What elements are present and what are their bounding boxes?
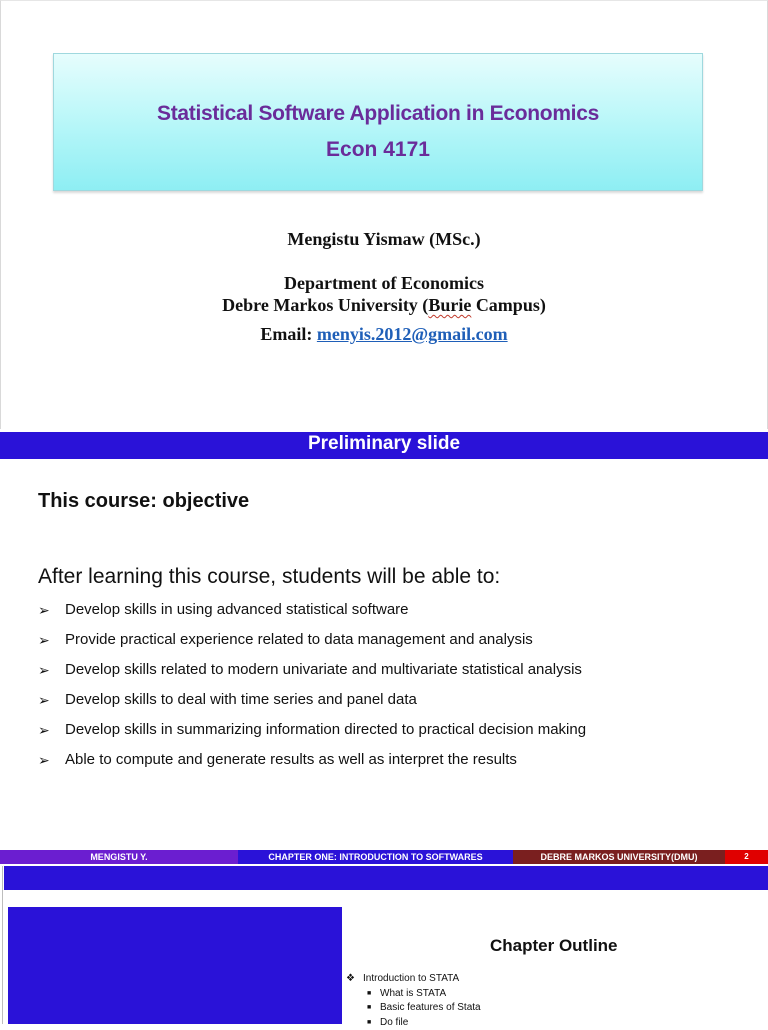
list-item-text: Develop skills to deal with time series and panel data <box>65 691 417 708</box>
arrow-bullet-icon: ➢ <box>38 752 50 768</box>
list-item-text: Develop skills in summarizing information directed to practical decision making <box>65 721 587 738</box>
outline-title: Chapter Outline <box>490 936 618 955</box>
university-suffix: Campus) <box>471 295 546 315</box>
decorative-panel <box>8 907 342 1024</box>
objective-heading: This course: objective <box>38 490 250 512</box>
lead-text: After learning this course, students will be able to: <box>38 565 501 588</box>
course-code: Econ 4171 <box>326 138 430 161</box>
email-label: Email: <box>260 324 317 344</box>
campus-name: Burie <box>428 295 472 315</box>
course-title: Statistical Software Application in Economics <box>157 102 599 125</box>
outline-slide <box>0 866 768 1028</box>
list-item-text: Provide practical experience related to data management and analysis <box>65 631 533 648</box>
list-item-text: What is STATA <box>380 987 447 999</box>
list-item-text: Develop skills related to modern univariate and multivariate statistical analysis <box>65 661 582 678</box>
slide-border <box>2 866 3 1024</box>
arrow-bullet-icon: ➢ <box>38 632 50 648</box>
department: Department of Economics <box>284 273 484 293</box>
list-item-text: Develop skills in using advanced statistical software <box>65 601 409 618</box>
arrow-bullet-icon: ➢ <box>38 602 50 618</box>
square-bullet-icon: ■ <box>367 989 372 997</box>
slide-footer <box>0 850 768 864</box>
list-item-text: Do file <box>380 1016 409 1028</box>
arrow-bullet-icon: ➢ <box>38 662 50 678</box>
square-bullet-icon: ■ <box>367 1018 372 1026</box>
square-bullet-icon: ■ <box>367 1004 372 1011</box>
footer-chapter: CHAPTER ONE: INTRODUCTION TO SOFTWARES <box>238 850 513 864</box>
title-box <box>53 53 703 191</box>
title-slide <box>0 0 768 429</box>
author-name: Mengistu Yismaw (MSc.) <box>287 229 481 249</box>
list-item-text: Able to compute and generate results as well as interpret the results <box>65 751 517 768</box>
objective-slide <box>0 432 768 864</box>
email-link[interactable]: menyis.2012@gmail.com <box>316 324 508 344</box>
footer-university: DEBRE MARKOS UNIVERSITY(DMU) <box>513 850 725 864</box>
university-prefix: Debre Markos University ( <box>222 295 429 315</box>
diamond-bullet-icon: ❖ <box>346 973 355 984</box>
slide-header: Preliminary slide <box>0 432 768 459</box>
slide-header-bar <box>4 866 768 890</box>
list-item-text: Basic features of Stata <box>380 1002 481 1013</box>
arrow-bullet-icon: ➢ <box>38 722 50 738</box>
arrow-bullet-icon: ➢ <box>38 692 50 708</box>
university <box>1 295 767 316</box>
email-row <box>1 324 767 345</box>
footer-author: MENGISTU Y. <box>0 850 238 864</box>
footer-page-number: 2 <box>725 850 768 864</box>
list-item-text: Introduction to STATA <box>363 973 460 984</box>
